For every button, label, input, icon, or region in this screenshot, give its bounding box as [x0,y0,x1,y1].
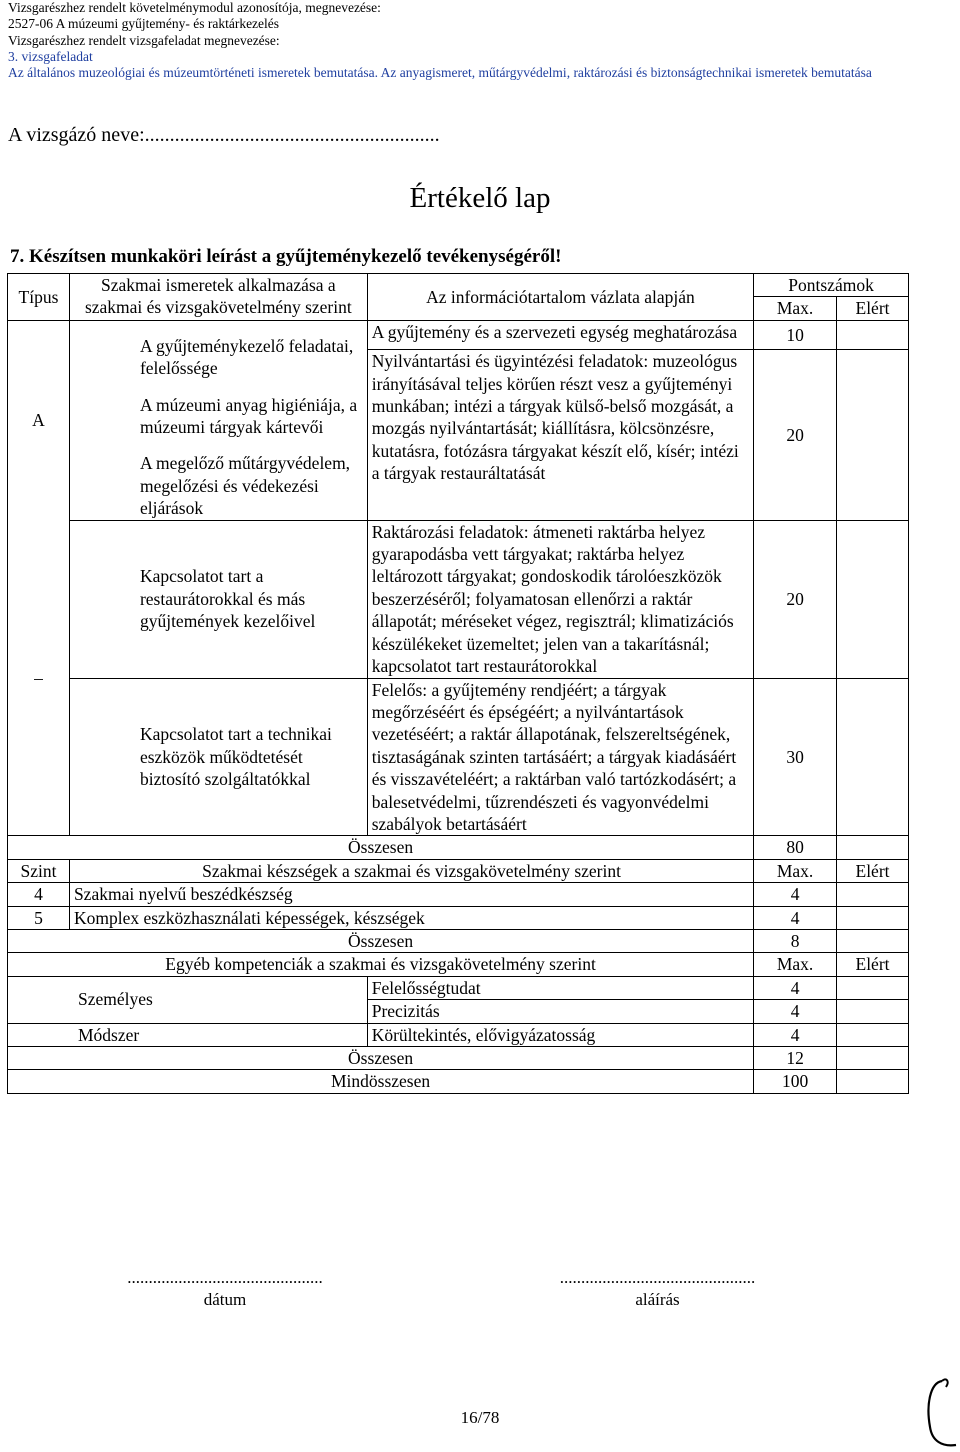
outline-cell: Raktározási feladatok: átmeneti raktárba helyez gyarapodásba vett tárgyakat; raktárba helyez leltározott tárgyakat; gondoskodik tárolóeszközök beszerzéséről; folyamatosan ellenőrzi a raktár állapotát; méréseket végez, regisztrál; klimatizációs készülékeket üzemeltet; jelen van a takarításnál; kapcsolatot tart restaurátorokkal [367,520,753,678]
achieved-cell[interactable] [837,1047,909,1070]
competence-cell: Körültekintés, elővigyázatosság [367,1023,753,1046]
max-cell: 4 [754,883,837,906]
task-statement: 7. Készítsen munkaköri leírást a gyűjteménykezelő tevékenységéről! [10,246,562,267]
max-header: Max. [754,953,837,976]
page-title: Értékelő lap [409,182,551,214]
achieved-cell[interactable] [837,320,909,349]
outline-cell: Felelős: a gyűjtemény rendjéért; a tárgyak megőrzéséért és épségéért; a nyilvántartások vezetéséért; a raktár állapotának, felszereltségének, tisztaságának szinten tartásáért; a tárgyak kiadásáért és visszavételéért; a raktárban való tartózkodásért; a balesetvédelmi, tűzrendészeti és vagyonvédelmi szabályok betartásáért [367,678,753,836]
signature-label: aláírás [635,1290,680,1309]
knowledge-item: A megelőző műtárgyvédelem, megelőzési és védekezési eljárások [139,453,351,519]
max-cell: 20 [754,350,837,520]
handwritten-signature [920,1375,960,1452]
outline-cell: Nyilvántartási és ügyintézési feladatok: muzeológus irányításával teljes körűen részt vesz a gyűjteményi munkában; intézi a tárgyak külső-belső mozgását, a mozgás nyilvántartását; kiállításra, kölcsönzésre, kutatásra, fotózásra tárgyakat készít elő, kísér; intézi a tárgyak restauráltatását [367,350,753,520]
outline-cell: A gyűjtemény és a szervezeti egység meghatározása [367,320,753,349]
competences-header: Egyéb kompetenciák a szakmai és vizsgakövetelmény szerint [8,953,754,976]
competence-cell: Felelősségtudat [367,976,753,999]
knowledge-header: Szakmai ismeretek alkalmazása a szakmai és vizsgakövetelmény szerint [69,274,367,321]
total-value: 80 [754,836,837,859]
examinee-name-line: A vizsgázó neve:........................................................... [8,124,440,146]
achieved-cell[interactable] [837,929,909,952]
knowledge-item: Kapcsolatot tart a restaurátorokkal és más gyűjtemények kezelőivel [139,566,316,632]
achieved-cell[interactable] [837,883,909,906]
type-cell: A [8,320,70,520]
total-label: Összesen [8,929,754,952]
max-cell: 4 [754,1000,837,1023]
evaluation-table [7,273,909,1094]
total-value: 12 [754,1047,837,1070]
date-label: dátum [203,1290,247,1309]
achieved-cell[interactable] [837,976,909,999]
competence-group: Személyes [8,976,368,1023]
skills-header: Szakmai készségek a szakmai és vizsgakövetelmény szerint [69,859,753,882]
grand-total-label: Mindösszesen [8,1070,754,1093]
type-header: Típus [8,274,70,321]
achieved-header: Elért [837,297,909,320]
total-label: Összesen [8,836,754,859]
achieved-cell[interactable] [837,1070,909,1093]
max-cell: 30 [754,678,837,836]
max-cell: 4 [754,976,837,999]
header-line: 2527-06 A múzeumi gyűjtemény- és raktárkezelés [8,16,280,32]
achieved-header: Elért [837,953,909,976]
outline-header: Az információtartalom vázlata alapján [367,274,753,321]
document-header [8,0,952,81]
header-line: Vizsgarészhez rendelt követelménymodul azonosítója, megnevezése: [8,0,381,15]
competence-group: Módszer [8,1023,368,1046]
max-header: Max. [754,297,837,320]
achieved-cell[interactable] [837,906,909,929]
total-label: Összesen [8,1047,754,1070]
achieved-cell[interactable] [837,1000,909,1023]
achieved-cell[interactable] [837,836,909,859]
max-cell: 4 [754,1023,837,1046]
max-cell: 20 [754,520,837,678]
signature-block [520,1267,795,1311]
knowledge-item: Kapcsolatot tart a technikai eszközök működtetését biztosító szolgáltatókkal [139,724,332,790]
achieved-cell[interactable] [837,1023,909,1046]
max-header: Max. [754,859,837,882]
date-block [90,1267,360,1311]
level-cell: 5 [8,906,70,929]
header-line: Vizsgarészhez rendelt vizsgafeladat megnevezése: [8,32,280,48]
type-cell: – [8,520,70,836]
scores-header: Pontszámok [754,274,909,297]
page-number: 16/78 [460,1408,500,1427]
achieved-cell[interactable] [837,520,909,678]
level-header: Szint [8,859,70,882]
knowledge-cell [69,320,367,520]
achieved-header: Elért [837,859,909,882]
header-line: 3. vizsgafeladat [8,48,93,64]
max-cell: 4 [754,906,837,929]
level-cell: 4 [8,883,70,906]
date-line[interactable]: .............................................. [127,1268,323,1287]
grand-total-value: 100 [754,1070,837,1093]
achieved-cell[interactable] [837,350,909,520]
knowledge-item: A múzeumi anyag higiéniája, a múzeumi tárgyak kártevői [139,394,358,438]
knowledge-item: A gyűjteménykezelő feladatai, felelőssége [139,335,354,379]
knowledge-cell [69,678,367,836]
competence-cell: Precizitás [367,1000,753,1023]
achieved-cell[interactable] [837,678,909,836]
total-value: 8 [754,929,837,952]
skill-cell: Szakmai nyelvű beszédkészség [69,883,753,906]
header-line: Az általános muzeológiai és múzeumtörténeti ismeretek bemutatása. Az anyagismeret, műtárgyvédelmi, raktározási és biztonságtechnikai ismeretek bemutatása [8,65,872,81]
max-cell: 10 [754,320,837,349]
knowledge-cell [69,520,367,678]
skill-cell: Komplex eszközhasználati képességek, készségek [69,906,753,929]
signature-line[interactable]: .............................................. [559,1268,756,1287]
